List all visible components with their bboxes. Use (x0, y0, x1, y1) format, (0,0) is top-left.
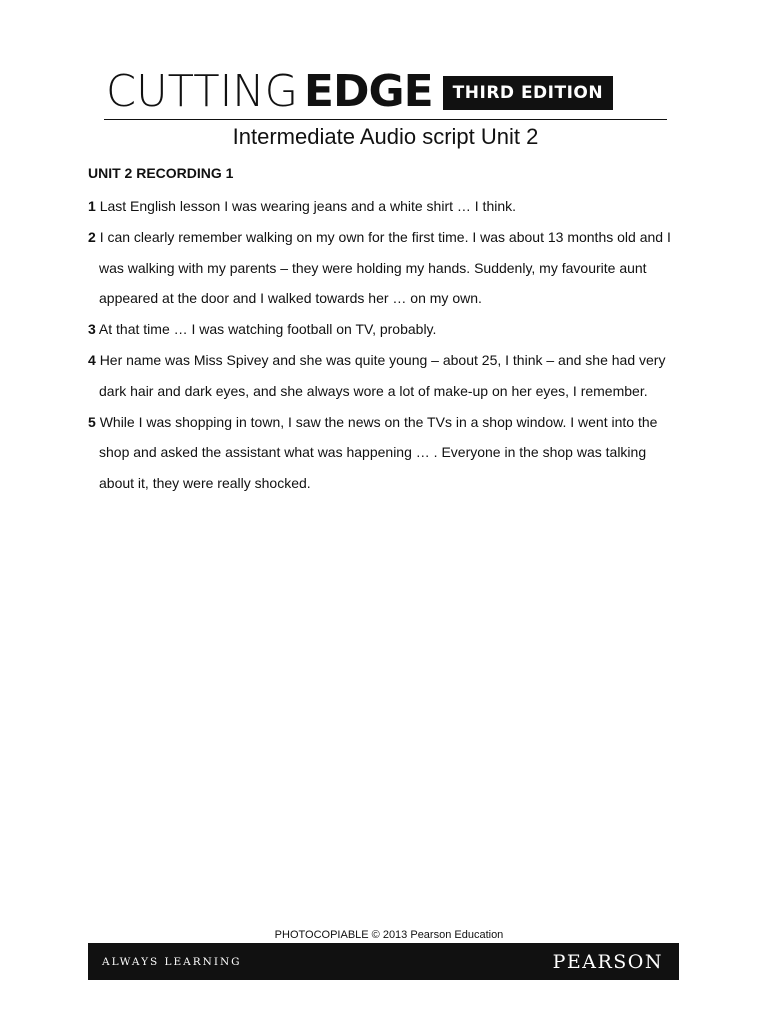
cutting-edge-logo (106, 66, 668, 117)
recording-heading: UNIT 2 RECORDING 1 (88, 165, 234, 181)
script-line (88, 222, 688, 253)
script-entry-3 (88, 314, 688, 345)
line-text: Her name was Miss Spivey and she was quite young – about 25, I think – and she had very (99, 351, 666, 368)
line-text: Last English lesson I was wearing jeans and a white shirt … I think. (99, 198, 517, 214)
script-line (88, 345, 688, 376)
line-text: At that time … I was watching football on TV, probably. (98, 321, 437, 338)
script-line: shop and asked the assistant what was happening … . Everyone in the shop was talking (99, 444, 647, 461)
entry-number: 1 (88, 198, 96, 214)
line-text: While I was shopping in town, I saw the news on the TVs in a shop window. I went into the (99, 413, 658, 430)
pearson-logo: PEARSON (552, 951, 663, 973)
third-edition-badge: THIRD EDITION (443, 76, 613, 110)
script-line (88, 191, 688, 222)
entry-number: 4 (88, 351, 96, 368)
footer-bar (88, 943, 679, 980)
entry-number: 5 (88, 413, 96, 430)
script-entry-1 (88, 191, 688, 222)
header-divider (104, 119, 667, 120)
script-line (88, 407, 688, 438)
script-line: was walking with my parents – they were holding my hands. Suddenly, my favourite aunt (99, 259, 647, 276)
script-entry-2 (88, 222, 688, 314)
page-title: Intermediate Audio script Unit 2 (232, 124, 539, 149)
entry-number: 2 (88, 228, 96, 245)
script-line: appeared at the door and I walked towards her … on my own. (99, 290, 482, 307)
always-learning-tagline: ALWAYS LEARNING (102, 956, 242, 968)
script-line: about it, they were really shocked. (99, 475, 311, 492)
script-entry-5 (88, 407, 688, 499)
script-line (88, 314, 688, 345)
script-line: dark hair and dark eyes, and she always wore a lot of make-up on her eyes, I remember. (99, 382, 648, 399)
logo-cutting-text: CUTTING (106, 66, 298, 117)
entry-number: 3 (88, 321, 96, 338)
line-text: I can clearly remember walking on my own for the first time. I was about 13 months old and I (99, 228, 671, 245)
audio-script (88, 191, 688, 499)
script-entry-4 (88, 345, 688, 407)
logo-edge-text: EDGE (303, 66, 433, 117)
photocopiable-notice: PHOTOCOPIABLE © 2013 Pearson Education (274, 929, 504, 941)
